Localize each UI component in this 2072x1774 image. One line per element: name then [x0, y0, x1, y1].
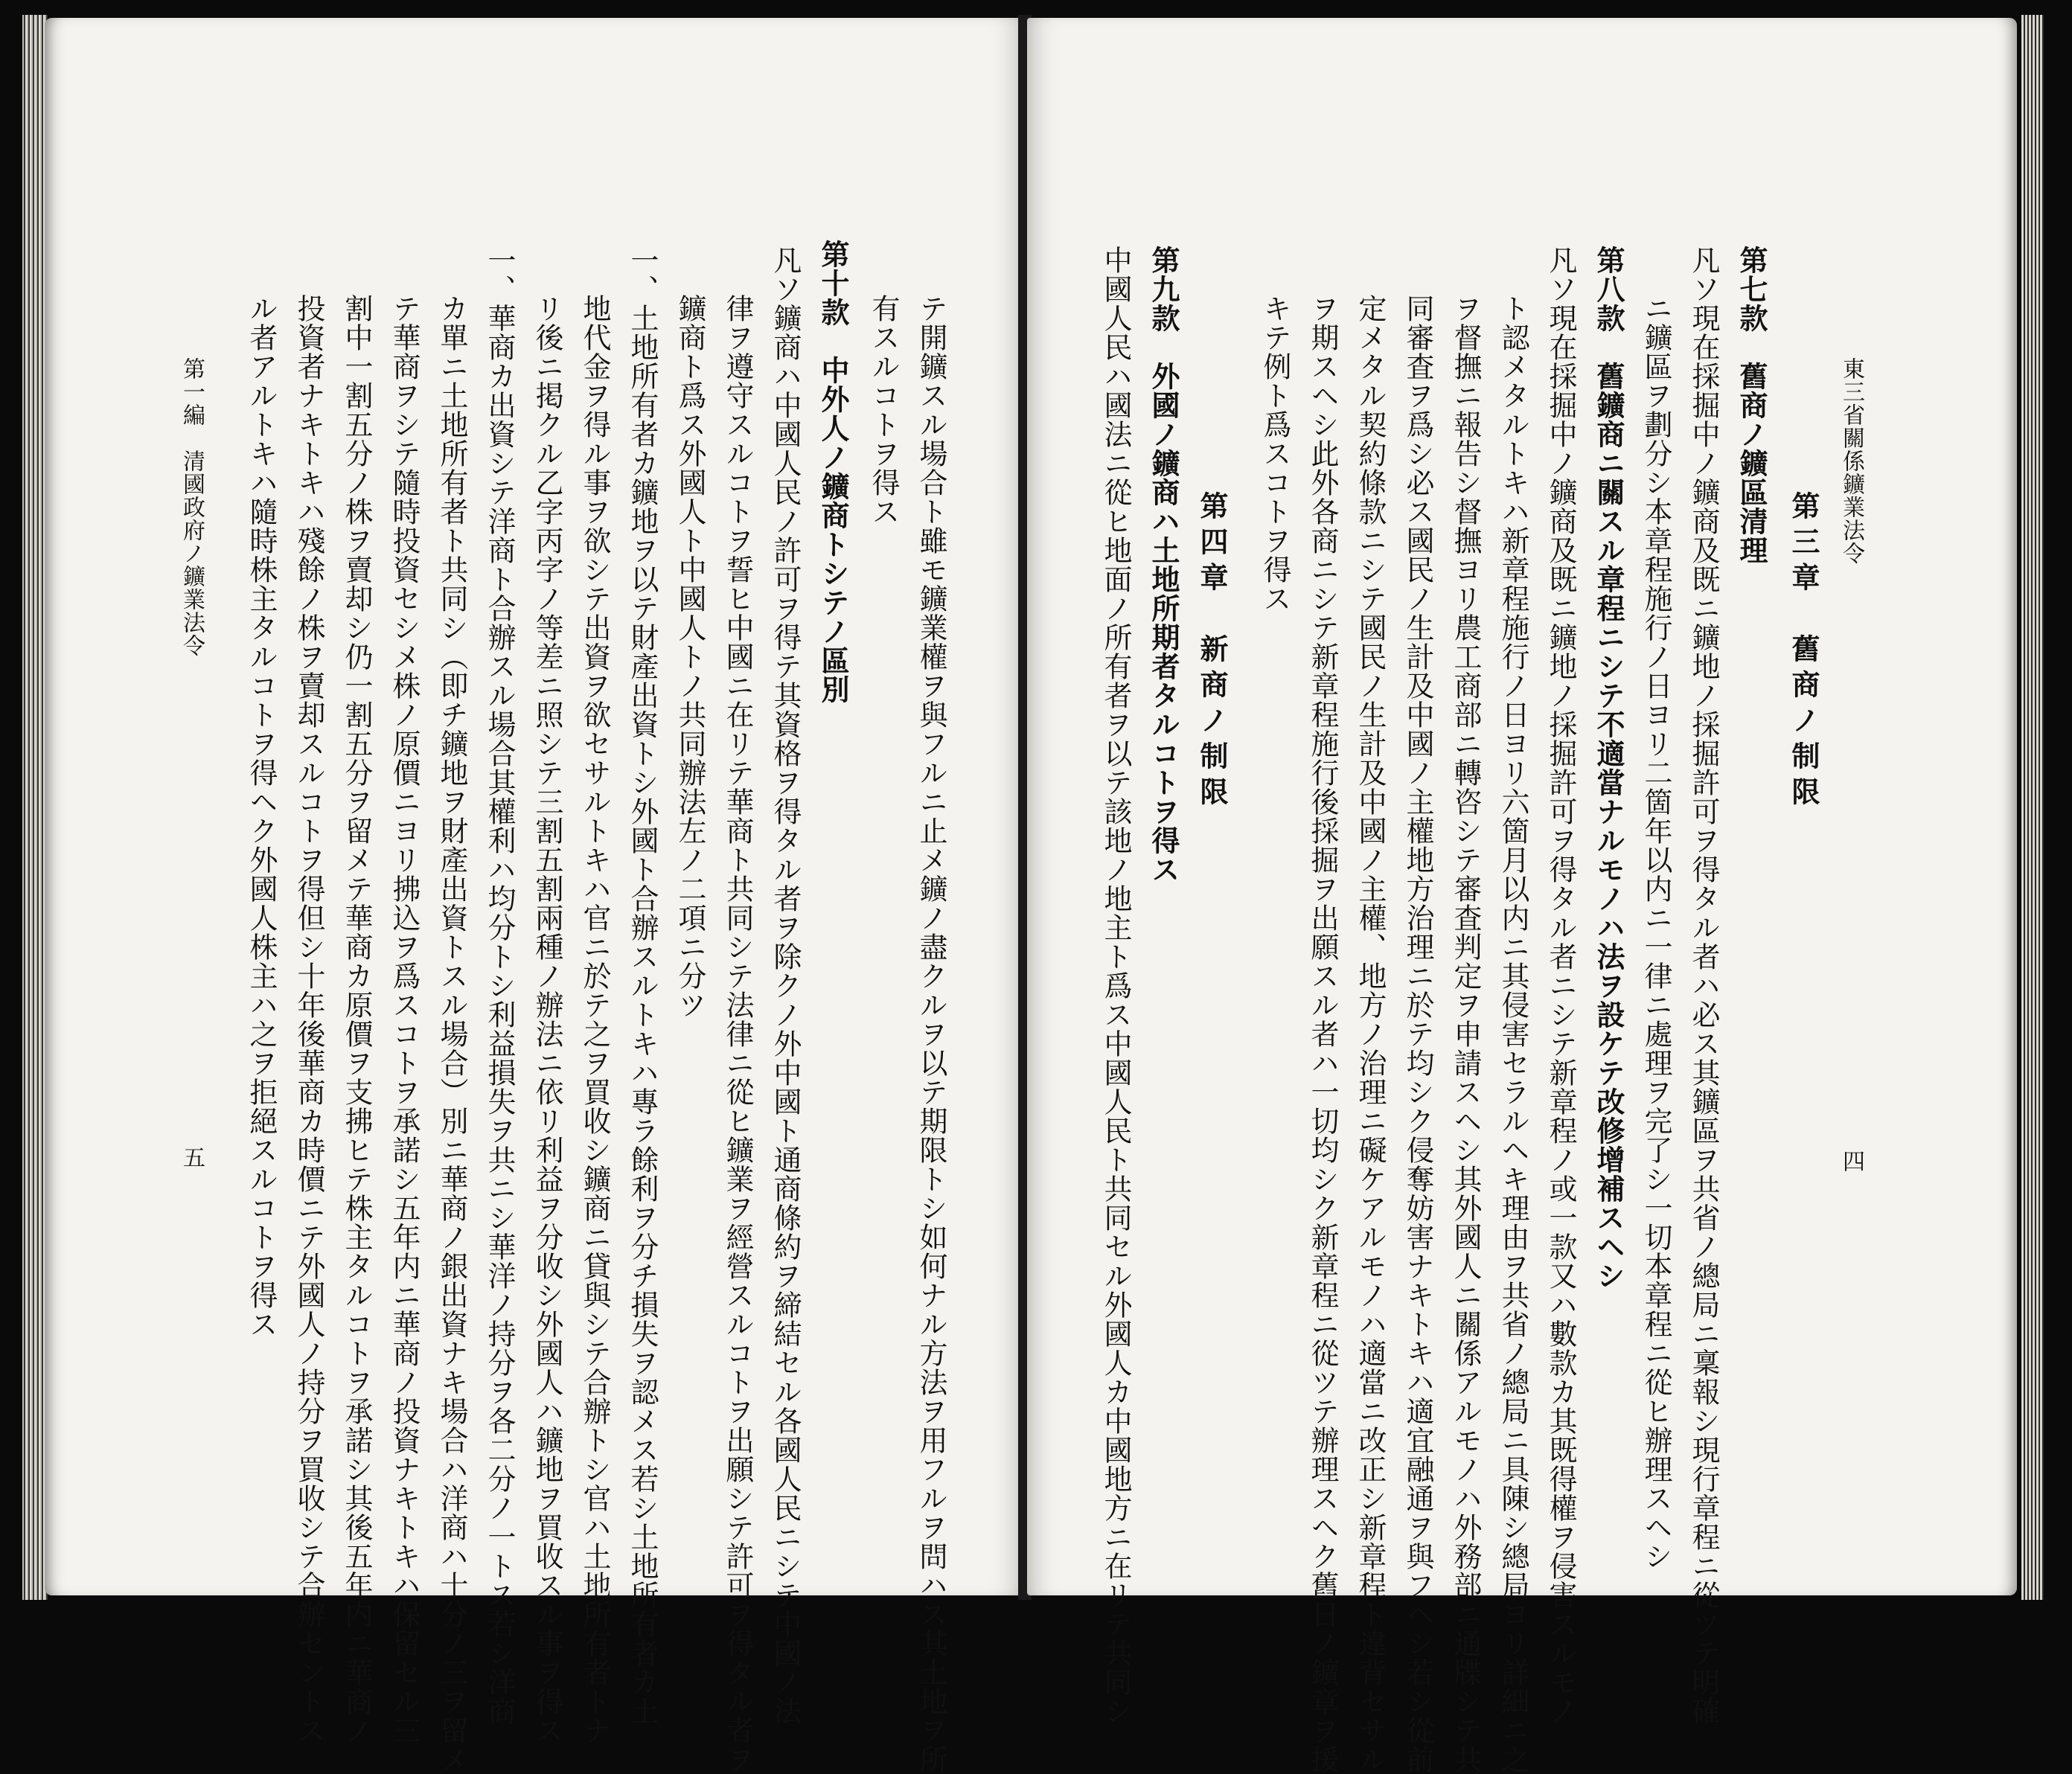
text-line: 凡ソ現在採掘中ノ鑛商及既ニ鑛地ノ採掘許可ヲ得タル者ニシテ新章程ノ或一款又ハ數款カ其既得權ヲ侵害スルモノ	[1544, 246, 1577, 1726]
text-line: カ單ニ土地所有者ト共同シ（即チ鑛地ヲ財產出資トスル場合）別ニ華商ノ銀出資ナキ場合ハ洋商ハ十分ノ三ヲ留メ	[435, 294, 468, 1774]
text-line: 律ヲ遵守スルコトヲ誓ヒ中國ニ在リテ華商ト共同シテ法律ニ從ヒ鑛業ヲ經營スルコトヲ出願シテ許可ヲ得タル者ヲ	[721, 294, 754, 1774]
article-7-title: 第七款 舊商ノ鑛區清理	[1735, 246, 1768, 565]
page-footer-section: 第一編 清國政府ノ鑛業法令	[179, 357, 205, 657]
text-line: ル者アルトキハ隨時株主タルコトヲ得ヘク外國人株主ハ之ヲ拒絕スルコトヲ得ス	[245, 294, 278, 1339]
text-line: 割中一割五分ノ株ヲ賣却シ仍一割五分ヲ留メテ華商カ原價ヲ支拂ヒテ株主タルコトヲ承諾シ其後五年内ニ華商ノ	[340, 294, 373, 1745]
text-line: 定メタル契約條款ニシテ國民ノ生計及中國ノ主權、地方ノ治理ニ礙ケアルモノハ適當ニ改正シ新章程ト違背セサル	[1354, 294, 1387, 1774]
running-head: 東三省關係鑛業法令	[1838, 357, 1864, 565]
list-item-1: 一、土地所有者カ鑛地ヲ以テ財產出資トシ外國ト合辦スルトキハ專ラ餘利ヲ分チ損失ヲ認メス若シ土地所有者カ土	[626, 246, 659, 1726]
text-line: 凡ソ鑛商ハ中國人民ノ許可ヲ得テ其資格ヲ得タル者ヲ除クノ外中國ト通商條約ヲ締結セル各國人民ニシテ中國ノ法	[769, 246, 802, 1726]
text-line: 投資者ナキトキハ殘餘ノ株ヲ賣却スルコトヲ得但シ十年後華商カ時價ニテ外國人ノ持分ヲ買收シテ合辦セントス	[292, 294, 325, 1745]
book-edge-right	[2021, 15, 2044, 1600]
text-line: ニ鑛區ヲ劃分シ本章程施行ノ日ヨリ二箇年以内ニ一律ニ處理ヲ完了シ一切本章程ニ從ヒ辦理スヘシ	[1640, 294, 1672, 1571]
book-edge-left	[22, 15, 48, 1600]
article-10-title: 第十款 中外人ノ鑛商トシテノ區別	[816, 240, 850, 704]
text-line: 同審査ヲ爲シ必ス國民ノ生計及中國ノ主權地方治理ニ於テ均シク侵奪妨害ナキトキハ適宜融通ヲ與フヘシ若シ從前	[1401, 294, 1434, 1774]
page-number: 五	[179, 1146, 205, 1169]
chapter-3-title: 第三章 舊商ノ制限	[1787, 491, 1820, 813]
text-line: テ華商ヲシテ隨時投資セシメ株ノ原價ニヨリ拂込ヲ爲スコトヲ承諾シ五年内ニ華商ノ投資ナキトキハ保留セル三	[388, 294, 421, 1745]
text-line: ヲ期スヘシ此外各商ニシテ新章程施行後採掘ヲ出願スル者ハ一切均シク新章程ニ從ツテ辦理スヘク舊日ノ鑛章ヲ援	[1306, 294, 1339, 1774]
text-line: 有スルコトヲ得ス	[867, 294, 900, 526]
text-line: テ開鑛スル場合ト雖モ鑛業權ヲ與フルニ止メ鑛ノ盡クルヲ以テ期限トシ如何ナル方法ヲ用フルヲ問ハス其土地ヲ所	[915, 294, 947, 1774]
text-line: ヲ督撫ニ報告シ督撫ヨリ農工商部ニ轉咨シテ審査判定ヲ申請スヘシ其外國人ニ關係アルモノハ外務部ニ通牒シテ共	[1449, 294, 1482, 1774]
text-line: 中國人民ハ國法ニ從ヒ地面ノ所有者ヲ以テ該地ノ地主ト爲ス中國人民ト共同セル外國人カ中國地方ニ在リテ共同シ	[1099, 246, 1132, 1726]
text-line: 鑛商ト爲ス外國人ト中國人トノ共同辦法左ノ二項ニ分ツ	[674, 294, 706, 1019]
text-line: キテ例ト爲スコトヲ得ス	[1259, 294, 1291, 613]
page-number: 四	[1838, 1150, 1864, 1173]
chapter-4-title: 第四章 新商ノ制限	[1195, 491, 1229, 813]
article-8-title: 第八款 舊鑛商ニ關スル章程ニシテ不適當ナルモノハ法ヲ設ケテ改修增補スヘシ	[1592, 246, 1625, 1290]
text-line: 地代金ヲ得ル事ヲ欲シテ出資ヲ欲セサルトキハ官ニ於テ之ヲ買收シ鑛商ニ貸與シテ合辦トシ官ハ土地所有者トナ	[578, 294, 611, 1745]
text-line: 凡ソ現在採掘中ノ鑛商及既ニ鑛地ノ採掘許可ヲ得タル者ハ必ス其鑛區ヲ共省ノ總局ニ稟報シ現行章程ニ從ツテ明確	[1687, 246, 1720, 1726]
text-line: リ後ニ掲クル乙字丙字ノ等差ニ照シテ三割五割兩種ノ辦法ニ依リ利益ヲ分收シ外國人ハ鑛地ヲ買收スル事ヲ得ス	[531, 294, 563, 1745]
list-item-2: 一、華商カ出資シテ洋商ト合辦スル場合其權利ハ均分トシ利益損失ヲ共ニシ華洋ノ持分ヲ各二分ノ一トス若シ洋商	[483, 246, 516, 1726]
article-9-title: 第九款 外國ノ鑛商ハ土地所期者タルコトヲ得ス	[1147, 246, 1180, 884]
text-line: ト認メタルトキハ新章程施行ノ日ヨリ六箇月以内ニ其侵害セラルヘキ理由ヲ共省ノ總局ニ具陳シ總局ヨリ詳細ニ之	[1497, 294, 1529, 1774]
